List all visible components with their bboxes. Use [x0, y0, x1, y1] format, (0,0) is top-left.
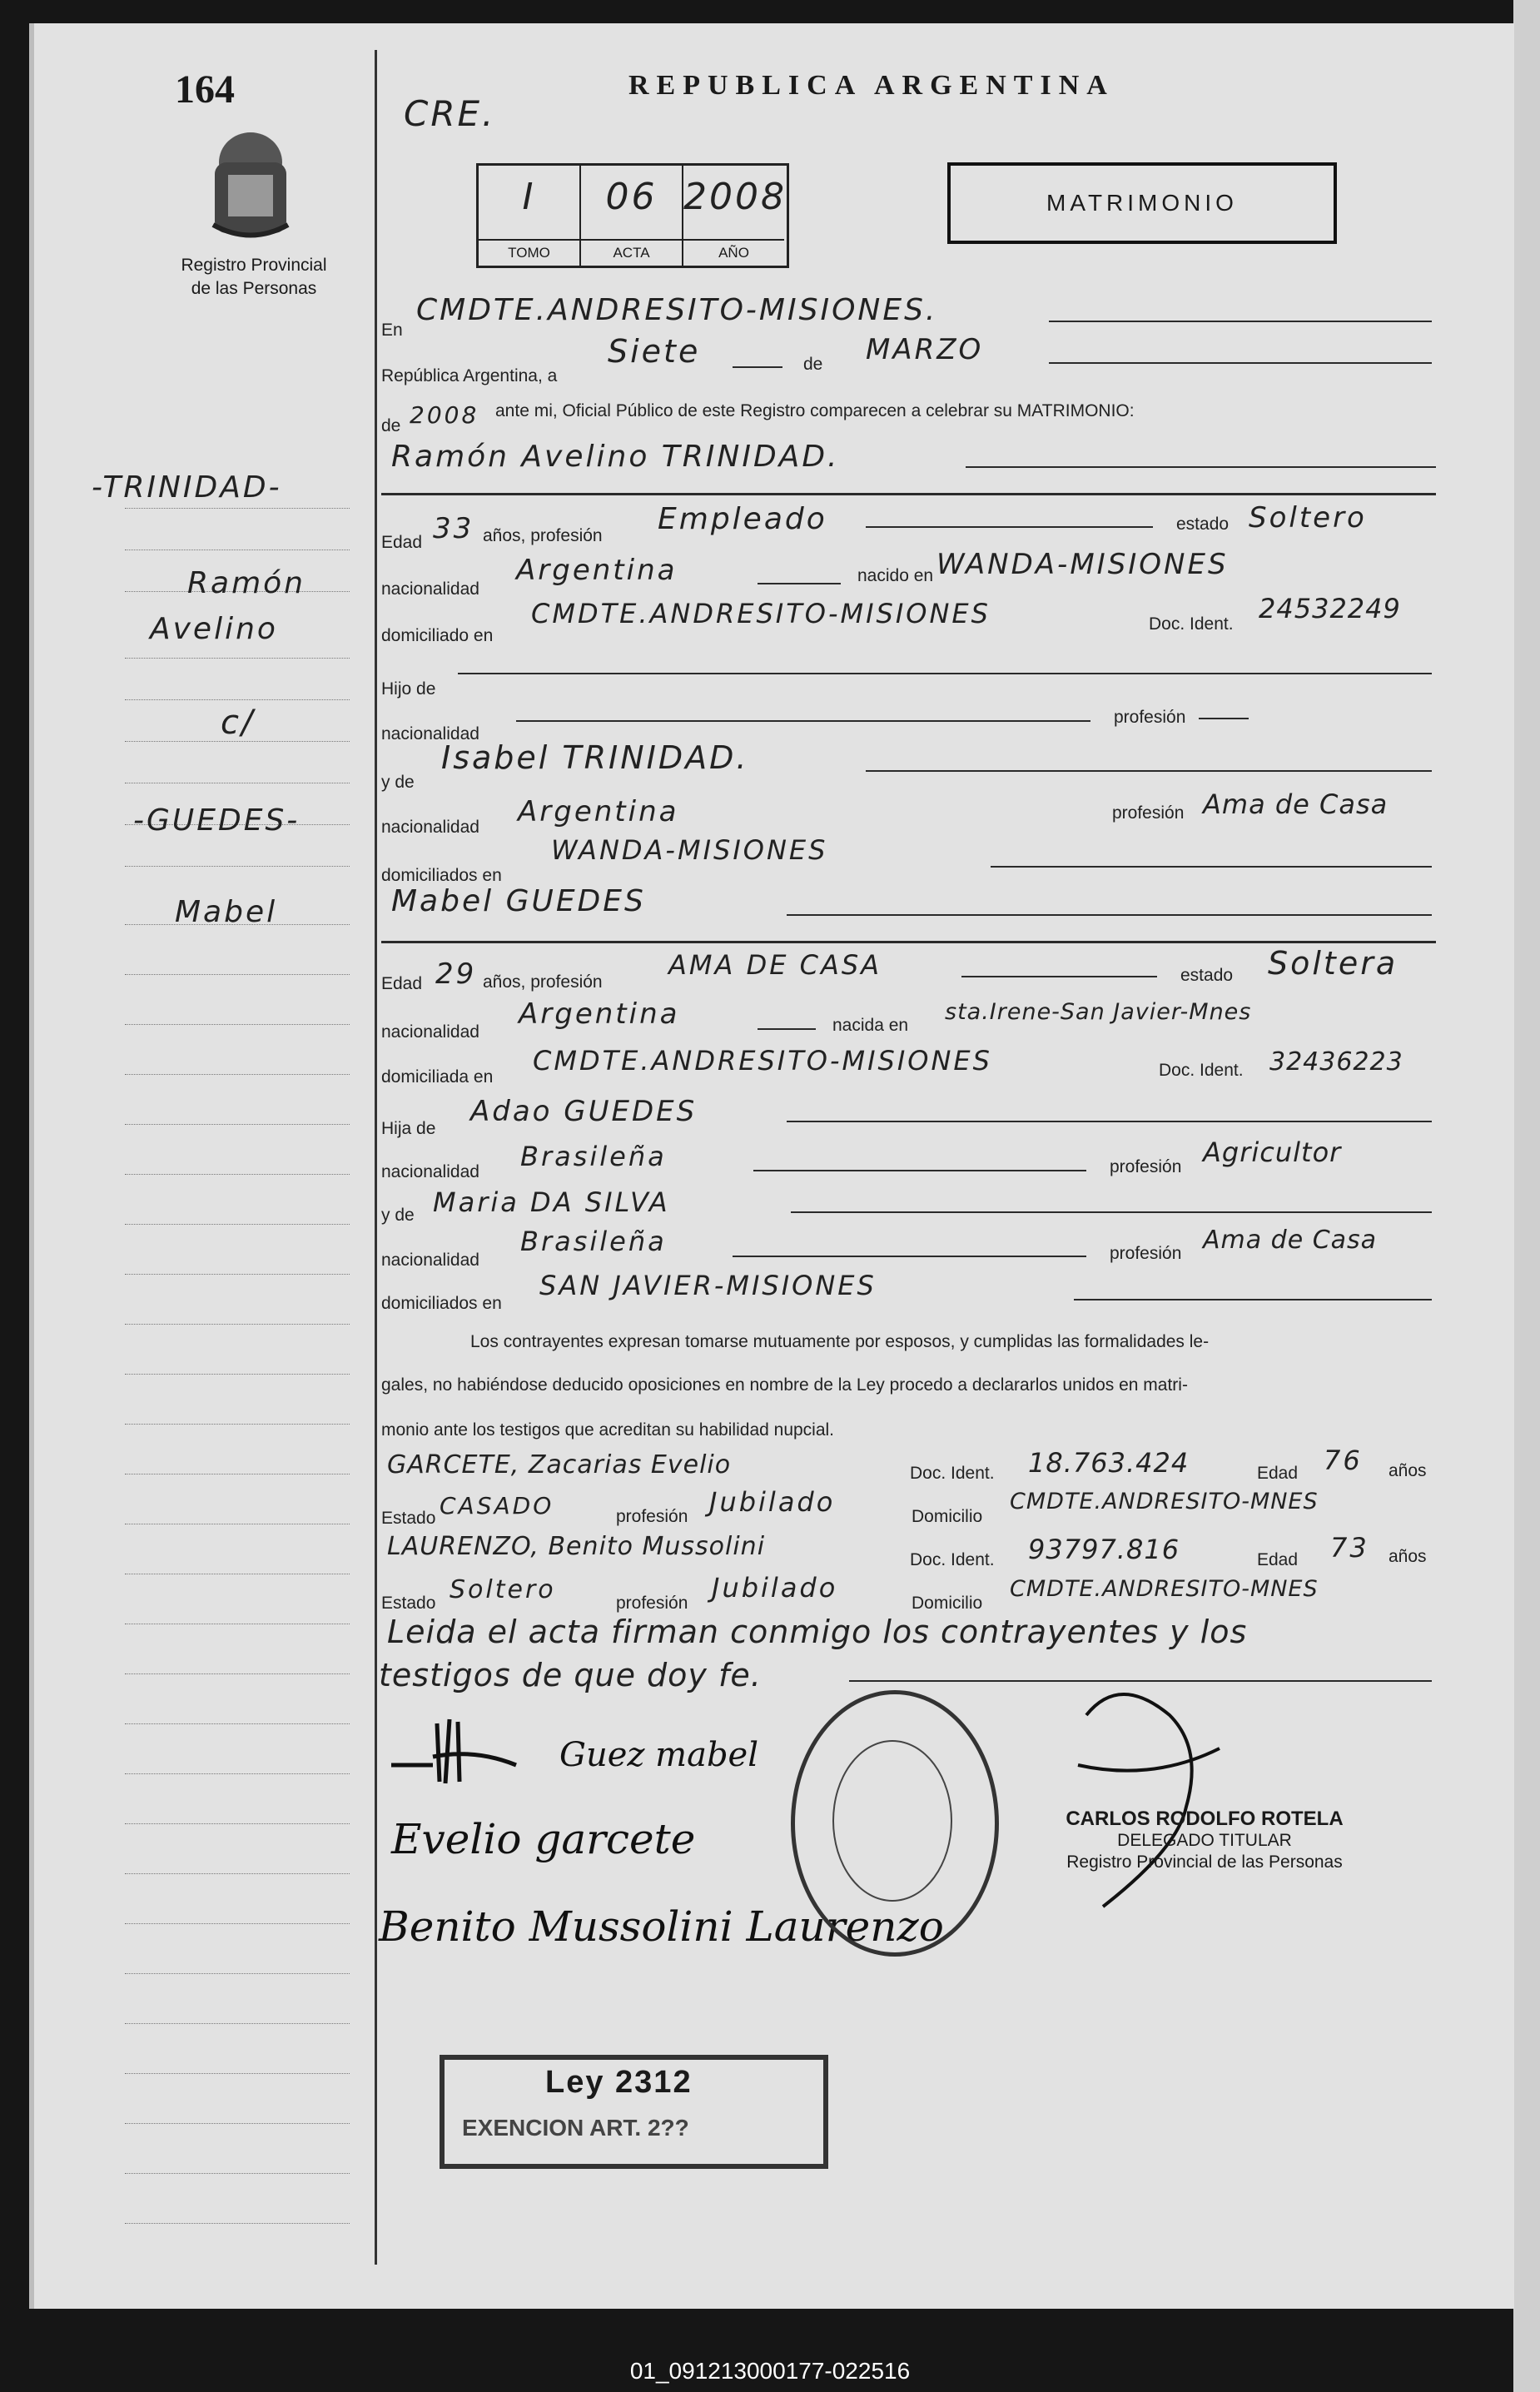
record-type-label: MATRIMONIO [1046, 190, 1238, 216]
margin-rule [125, 2173, 350, 2174]
fill-line [758, 583, 841, 584]
label-y-de-wife: y de [381, 1206, 415, 1225]
label-anios-profesion-wife: años, profesión [483, 972, 603, 992]
label-profesion-father: profesión [1114, 708, 1186, 727]
margin-rule [125, 1723, 350, 1724]
label-doc-witness-2: Doc. Ident. [910, 1550, 995, 1569]
margin-husband-surname: -TRINIDAD- [92, 470, 282, 505]
husband-birthplace: WANDA-MISIONES [936, 548, 1229, 581]
label-doc: Doc. Ident. [1149, 614, 1234, 634]
label-domicilio-witness-2: Domicilio [912, 1594, 983, 1613]
label-edad-witness-1: Edad [1257, 1464, 1299, 1483]
wife-mother-profession: Ama de Casa [1203, 1226, 1378, 1255]
fill-line [733, 1256, 1086, 1257]
fill-line [791, 1211, 1432, 1213]
section-divider [381, 941, 1436, 943]
margin-rule [125, 2073, 350, 2074]
seal-inner-ring [832, 1740, 952, 1902]
wife-mother: Maria DA SILVA [433, 1186, 670, 1218]
wife-nationality: Argentina [519, 997, 680, 1031]
witness-2-profession: Jubilado [712, 1572, 838, 1604]
label-en: En [381, 321, 403, 340]
wife-father: Adao GUEDES [470, 1095, 698, 1128]
wife-doc: 32436223 [1269, 1047, 1403, 1077]
wife-father-profession: Agricultor [1203, 1136, 1342, 1168]
husband-profession: Empleado [658, 502, 827, 536]
fill-line [866, 770, 1432, 772]
label-profesion-witness-1: profesión [616, 1507, 688, 1526]
label-estado: estado [1176, 515, 1230, 534]
margin-rule [125, 1274, 350, 1275]
page-number: 164 [175, 67, 235, 112]
husband-status: Soltero [1249, 501, 1367, 535]
closing-line-1: Leida el acta firman conmigo los contrayentes y los [387, 1614, 1248, 1650]
witness-2-age: 73 [1330, 1532, 1369, 1564]
label-edad-wife: Edad [381, 974, 423, 993]
margin-rule [125, 1873, 350, 1874]
fill-line [1049, 362, 1432, 364]
anio-label: AÑO [683, 239, 784, 261]
exencion-text: EXENCION ART. 2?? [462, 2115, 689, 2141]
fill-line [961, 976, 1157, 977]
margin-rule [125, 1923, 350, 1924]
margin-rule [125, 1074, 350, 1075]
section-divider [381, 493, 1436, 495]
margin-wife-surname: -GUEDES- [133, 803, 301, 838]
margin-rule [125, 1673, 350, 1674]
label-nacionalidad-wife: nacionalidad [381, 1022, 479, 1042]
official-stamp [1051, 1808, 1359, 1873]
husband-mother-profession: Ama de Casa [1203, 788, 1388, 820]
label-profesion-wife-father: profesión [1110, 1157, 1182, 1176]
husband-domicile: CMDTE.ANDRESITO-MISIONES [531, 598, 991, 629]
husband-doc: 24532249 [1259, 593, 1401, 624]
binding-edge [1513, 0, 1540, 2392]
witness-1-domicile: CMDTE.ANDRESITO-MNES [1010, 1489, 1319, 1514]
label-edad-witness-2: Edad [1257, 1550, 1299, 1569]
fill-line [753, 1170, 1086, 1171]
label-estado-witness-1: Estado [381, 1509, 436, 1528]
margin-husband-name-1: Ramón [187, 566, 306, 600]
husband-mother-nationality: Argentina [518, 795, 679, 828]
label-republica: República Argentina, a [381, 366, 558, 385]
wife-status: Soltera [1268, 945, 1398, 982]
wife-profession: AMA DE CASA [668, 949, 882, 981]
official-name: CARLOS RODOLFO ROTELA [1066, 1808, 1344, 1830]
margin-rule [125, 508, 350, 509]
husband-age: 33 [433, 512, 474, 545]
ley-text: Ley 2312 [545, 2065, 693, 2100]
label-doc-witness-1: Doc. Ident. [910, 1464, 995, 1483]
coat-of-arms-icon [196, 129, 305, 250]
margin-rule [125, 2123, 350, 2124]
registry-name [150, 254, 358, 301]
fill-line [758, 1028, 816, 1030]
fill-line [1049, 321, 1432, 322]
signature-witness-1: Evelio garcete [391, 1815, 696, 1863]
witness-2-name: LAURENZO, Benito Mussolini [387, 1532, 766, 1561]
anio-value: 2008 [683, 176, 787, 218]
husband-mother: Isabel TRINIDAD. [441, 739, 749, 776]
tomo-cell [479, 166, 581, 266]
image-filename: 01_091213000177-022516 [629, 2358, 911, 2384]
label-nacionalidad-father: nacionalidad [381, 724, 479, 743]
label-nacionalidad: nacionalidad [381, 579, 479, 599]
month-value: MARZO [866, 333, 984, 366]
label-nacionalidad-mother: nacionalidad [381, 818, 479, 837]
official-signature-icon [1053, 1682, 1244, 1919]
margin-rule [125, 1823, 350, 1824]
label-profesion-mother: profesión [1112, 803, 1185, 823]
margin-rule [125, 1024, 350, 1025]
fill-line [733, 366, 782, 368]
label-nacida-en: nacida en [832, 1016, 909, 1035]
wife-birthplace: sta.Irene-San Javier-Mnes [945, 999, 1252, 1025]
fill-line [966, 466, 1436, 468]
statement-line-2: gales, no habiéndose deducido oposiciones en nombre de la Ley procedo a declararlos unidos en matri- [381, 1375, 1188, 1395]
wife-age: 29 [435, 957, 477, 991]
label-estado-wife: estado [1180, 966, 1234, 985]
margin-rule [125, 1374, 350, 1375]
margin-rule [125, 2023, 350, 2024]
label-edad: Edad [381, 533, 423, 552]
label-domicilio-witness-1: Domicilio [912, 1507, 983, 1526]
acta-value: 06 [605, 176, 658, 218]
margin-rule [125, 2223, 350, 2224]
margin-rule [125, 658, 350, 659]
label-estado-witness-2: Estado [381, 1594, 436, 1613]
witness-1-age: 76 [1324, 1445, 1363, 1476]
witness-2-doc: 93797.816 [1028, 1534, 1180, 1565]
label-hija-de: Hija de [381, 1119, 436, 1138]
witness-2-domicile: CMDTE.ANDRESITO-MNES [1010, 1576, 1319, 1602]
place-value: CMDTE.ANDRESITO-MISIONES. [416, 293, 938, 327]
tomo-label: TOMO [479, 239, 579, 261]
label-anios-profesion: años, profesión [483, 526, 603, 545]
official-title: DELEGADO TITULAR [1117, 1831, 1292, 1850]
wife-mother-nationality: Brasileña [520, 1226, 667, 1257]
margin-rule [125, 1224, 350, 1225]
margin-rule [125, 1424, 350, 1425]
fill-line [1074, 1299, 1432, 1300]
husband-nationality: Argentina [516, 554, 678, 587]
margin-rule [125, 699, 350, 700]
label-ante-mi: ante mi, Oficial Público de este Registro comparecen a celebrar su MATRIMONIO: [495, 401, 1135, 420]
acta-cell [581, 166, 683, 266]
signature-witness-2: Benito Mussolini Laurenzo [379, 1902, 944, 1951]
margin-rule [125, 1773, 350, 1774]
label-doc-wife: Doc. Ident. [1159, 1061, 1244, 1080]
label-de-19: de [381, 416, 401, 435]
cre-annotation: CRE. [404, 93, 496, 134]
fill-line [787, 1121, 1432, 1122]
official-office: Registro Provincial de las Personas [1066, 1852, 1343, 1872]
wife-full-name: Mabel GUEDES [391, 884, 646, 918]
signature-wife: Guez mabel [559, 1736, 759, 1774]
witness-1-doc: 18.763.424 [1028, 1447, 1190, 1479]
label-anios-witness-1: años [1388, 1461, 1427, 1480]
acta-label: ACTA [581, 239, 682, 261]
witness-1-profession: Jubilado [709, 1486, 836, 1518]
registry-line-1: Registro Provincial [181, 256, 327, 275]
label-nacionalidad-wife-mother: nacionalidad [381, 1251, 479, 1270]
margin-rule [125, 1973, 350, 1974]
fill-line [1199, 718, 1249, 719]
label-domiciliados: domiciliados en [381, 866, 502, 885]
fill-line [866, 526, 1153, 528]
label-de: de [803, 355, 823, 374]
label-hijo-de: Hijo de [381, 679, 436, 699]
thumbprint-mark-icon [383, 1707, 524, 1803]
fill-line [991, 866, 1432, 868]
margin-husband-name-2: Avelino [150, 612, 278, 646]
label-nacionalidad-wife-father: nacionalidad [381, 1162, 479, 1181]
margin-rule [125, 1174, 350, 1175]
fill-line [787, 914, 1432, 916]
witness-2-status: Soltero [450, 1575, 556, 1604]
margin-conjunction: c/ [221, 704, 256, 742]
year-value: 2008 [410, 401, 479, 429]
record-type-box [947, 162, 1337, 244]
fill-line [458, 673, 1432, 674]
anio-cell [683, 166, 787, 266]
margin-rule [125, 866, 350, 867]
tomo-value: I [522, 176, 536, 218]
witness-1-status: CASADO [440, 1492, 554, 1519]
witness-1-name: GARCETE, Zacarias Evelio [387, 1450, 732, 1479]
document-title: REPUBLICA ARGENTINA [628, 70, 1115, 101]
day-value: Siete [608, 333, 701, 370]
margin-rule [125, 1124, 350, 1125]
label-y-de: y de [381, 773, 415, 792]
statement-line-3: monio ante los testigos que acreditan su habilidad nupcial. [381, 1420, 835, 1440]
wife-parents-domicile: SAN JAVIER-MISIONES [539, 1270, 877, 1301]
fill-line [516, 720, 1090, 722]
wife-domicile: CMDTE.ANDRESITO-MISIONES [533, 1045, 992, 1077]
statement-line-1: Los contrayentes expresan tomarse mutuamente por esposos, y cumplidas las formalidades le- [470, 1332, 1210, 1351]
margin-rule [125, 1324, 350, 1325]
label-domiciliados-wife: domiciliados en [381, 1294, 502, 1313]
husband-full-name: Ramón Avelino TRINIDAD. [391, 440, 840, 474]
label-profesion-witness-2: profesión [616, 1594, 688, 1613]
wife-father-nationality: Brasileña [520, 1141, 667, 1172]
margin-divider [375, 50, 377, 2265]
margin-wife-name: Mabel [175, 895, 278, 929]
record-number-box [476, 163, 789, 268]
label-anios-witness-2: años [1388, 1547, 1427, 1566]
label-domiciliada: domiciliada en [381, 1067, 494, 1087]
margin-rule [125, 974, 350, 975]
closing-line-2: testigos de que doy fe. [379, 1657, 762, 1693]
label-nacido-en: nacido en [857, 566, 934, 585]
registry-line-2: de las Personas [191, 279, 317, 298]
husband-parents-domicile: WANDA-MISIONES [551, 834, 828, 866]
label-profesion-wife-mother: profesión [1110, 1244, 1182, 1263]
label-domiciliado: domiciliado en [381, 626, 494, 645]
